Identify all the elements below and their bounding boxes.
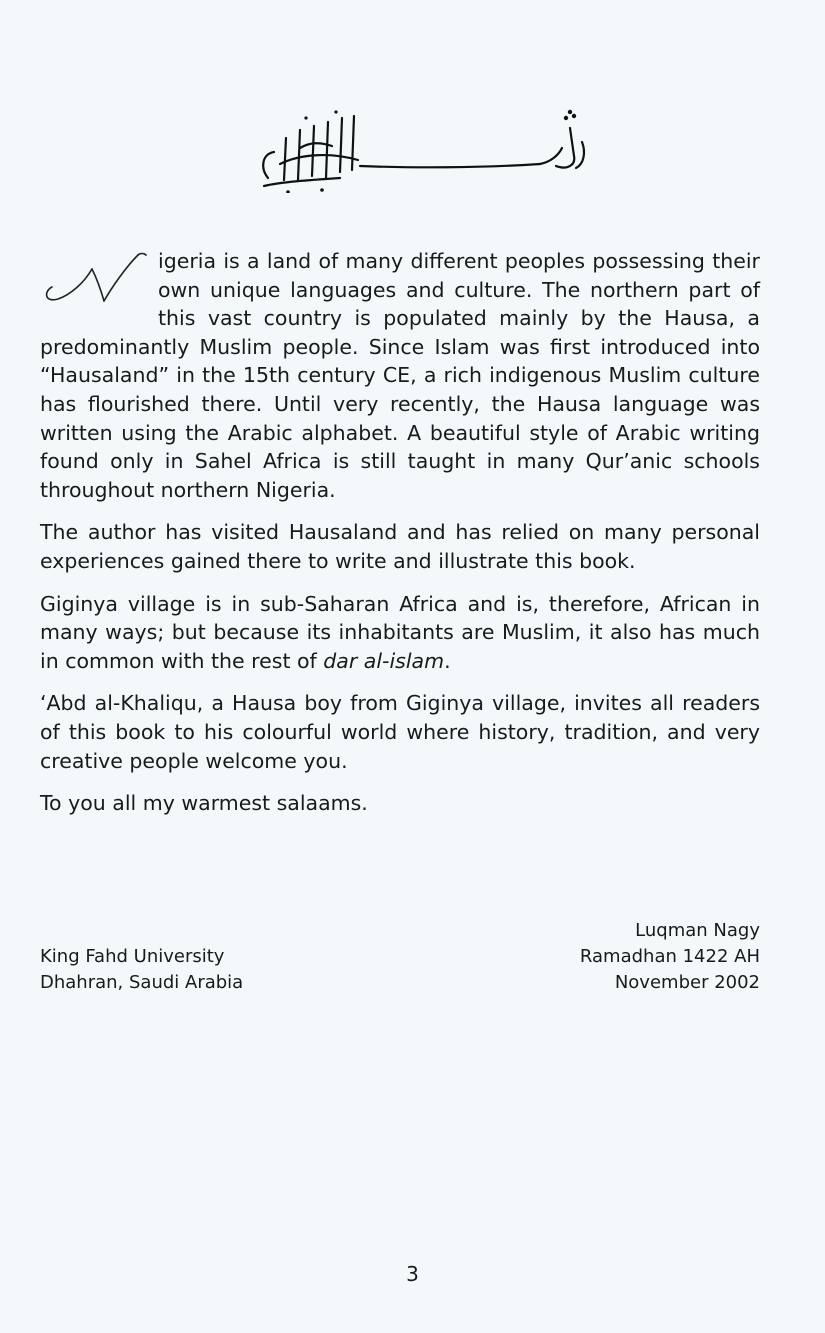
- signature-block: [40, 918, 760, 998]
- paragraph-salaams: To you all my warmest salaams.: [40, 791, 368, 816]
- basmala-calligraphy: [240, 108, 590, 193]
- date-hijri: Ramadhan 1422 AH: [579, 946, 760, 967]
- dropcap: [40, 247, 158, 305]
- author-name: Luqman Nagy: [635, 920, 760, 941]
- institution-name: King Fahd University: [40, 946, 225, 967]
- institution-block: [40, 944, 243, 996]
- paragraph-author-visit: The author has visited Hausaland and has relied on many personal experiences gained there to write and illustrate this book.: [40, 520, 760, 573]
- paragraph-giginya: [40, 590, 760, 676]
- dropcap-n-icon: [40, 247, 158, 305]
- paragraph-giginya-end: .: [444, 648, 451, 673]
- main-text: [40, 247, 760, 832]
- date-gregorian: November 2002: [614, 972, 760, 993]
- basmala-calligraphy-icon: [240, 108, 590, 193]
- paragraph-intro-text: igeria is a land of many different peoples possessing their own unique languages and culture. The northern part of this vast country is populated mainly by the Hausa, a predominantly Muslim people. Since Islam was first introduced into “Hausaland” in the 15th century CE, a rich indigenous Muslim culture has flourished there. Until very recently, the Hausa language was written using the Arabic alphabet. A beautiful style of Arabic writing found only in Sahel Africa is still taught in many Qur’anic schools throughout northern Nigeria.: [40, 249, 760, 502]
- institution-location: Dhahran, Saudi Arabia: [40, 972, 244, 993]
- author-block: [580, 918, 760, 996]
- paragraph-invitation: ‘Abd al-Khaliqu, a Hausa boy from Giginya village, invites all readers of this book to his colourful world where history, tradition, and very creative people welcome you.: [40, 691, 760, 773]
- paragraph-giginya-italic: dar al-islam: [323, 648, 445, 673]
- paragraph-giginya-start: Giginya village is in sub-Saharan Africa and is, therefore, African in many ways; but because its inhabitants are Muslim, it also has much in common with the rest of: [40, 591, 760, 673]
- paragraph-intro: [40, 247, 760, 504]
- page-number: 3: [406, 1262, 419, 1286]
